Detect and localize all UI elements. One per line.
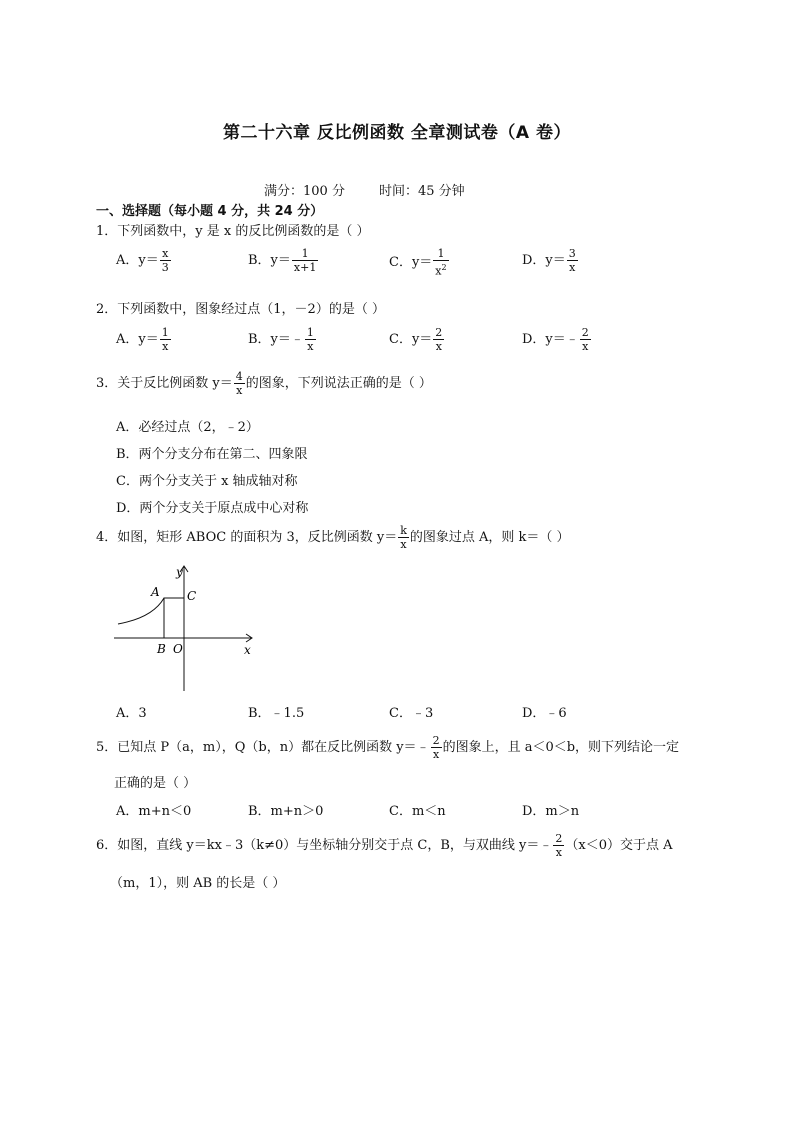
q4-figure: [112, 562, 262, 694]
q1-option-d: D．y＝ $\frac{3}{x}$: [522, 247, 576, 274]
q4-option-b: B．﹣1.5: [248, 706, 305, 721]
label-x: x: [244, 643, 251, 657]
q3-option-c: C．两个分支关于 x 轴成轴对称: [116, 474, 298, 489]
q2-option-c: C．y＝ $\frac{2}{x}$: [389, 326, 443, 353]
rectangle-abOC: [164, 598, 184, 638]
label-y: y: [176, 565, 183, 579]
label-o: O: [173, 642, 183, 656]
q4-option-a: A．3: [116, 706, 147, 721]
q4-option-c: C．﹣3: [389, 706, 434, 721]
q4-option-d: D．﹣6: [522, 706, 567, 721]
q5-option-d: D．m＞n: [522, 804, 580, 819]
q4-stem: 4．如图，矩形 ABOC 的面积为 3，反比例函数 y＝ $\frac{k}{x}$ 的图象过点 A，则 k＝（ ）: [96, 524, 570, 551]
q1-option-c: C．y＝ $\frac{1}{x^2}$: [389, 247, 447, 278]
score-time-line: [264, 180, 499, 199]
label-c: C: [187, 589, 197, 603]
q3-stem: 3．关于反比例函数 y＝ $\frac{4}{x}$ 的图象，下列说法正确的是（ ）: [96, 370, 432, 397]
q6-stem-line2: （m，1），则 AB 的长是（ ）: [110, 876, 286, 891]
q1-stem: 1．下列函数中，y 是 x 的反比例函数的是（ ）: [96, 224, 370, 239]
page-title: 第二十六章 反比例函数 全章测试卷（A 卷）: [223, 123, 571, 143]
full-score: 满分：100 分: [264, 184, 345, 199]
label-b: B: [157, 642, 166, 656]
q5-option-c: C．m＜n: [389, 804, 446, 819]
q5-option-a: A．m+n＜0: [116, 804, 192, 819]
q3-option-d: D．两个分支关于原点成中心对称: [116, 501, 309, 516]
q1-option-b: B．y＝ $\frac{1}{x+1}$: [248, 247, 317, 274]
q2-option-d: D．y＝﹣ $\frac{2}{x}$: [522, 326, 589, 353]
label-a: A: [151, 585, 160, 599]
q3-option-a: A．必经过点（2，﹣2）: [116, 420, 259, 435]
q5-option-b: B．m+n＞0: [248, 804, 324, 819]
q2-option-a: A．y＝ $\frac{1}{x}$: [116, 326, 169, 353]
q3-option-b: B．两个分支分布在第二、四象限: [116, 447, 308, 462]
q6-stem: 6．如图，直线 y＝kx﹣3（k≠0）与坐标轴分别交于点 C，B，与双曲线 y＝﹣ $\frac{2}{x}$ （x＜0）交于点 A: [96, 832, 673, 859]
section-heading: 一、选择题（每小题 4 分，共 24 分）: [96, 204, 324, 219]
q2-option-b: B．y＝﹣ $\frac{1}{x}$: [248, 326, 314, 353]
q1-option-a: A．y＝ $\frac{x}{3}$: [116, 247, 169, 274]
q2-stem: 2．下列函数中，图象经过点（1，－2）的是（ ）: [96, 302, 385, 317]
time-limit: 时间：45 分钟: [378, 184, 465, 199]
hyperbola-branch: [118, 598, 164, 624]
q5-stem-line2: 正确的是（ ）: [114, 776, 197, 791]
q5-stem: 5．已知点 P（a，m），Q（b，n）都在反比例函数 y＝﹣ $\frac{2}{x}$ 的图象上，且 a＜0＜b，则下列结论一定: [96, 734, 680, 761]
